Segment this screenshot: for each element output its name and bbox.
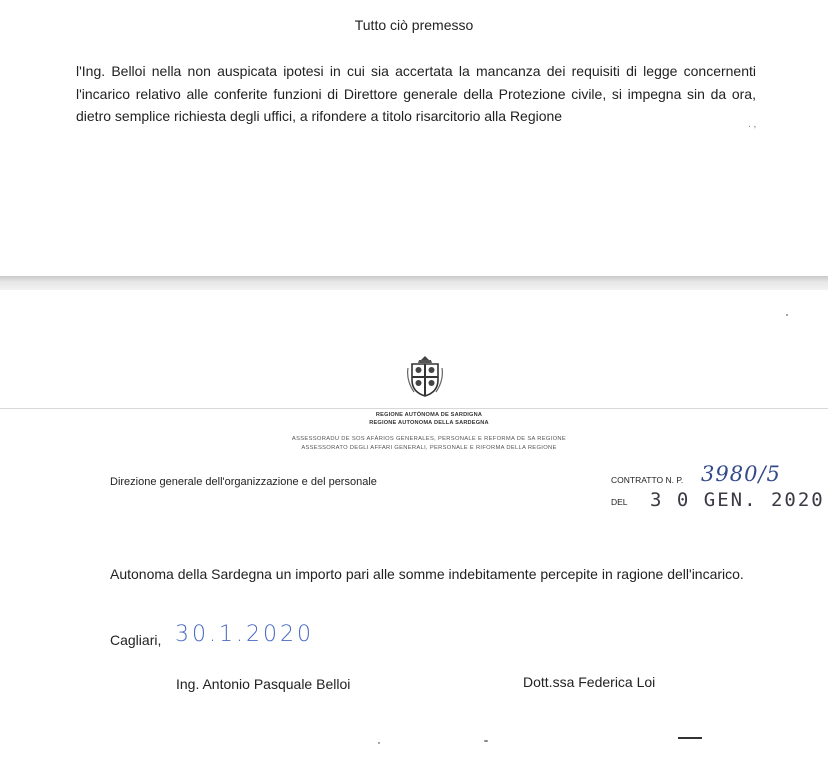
upper-paragraph: l'Ing. Belloi nella non auspicata ipotesi in cui sia accertata la mancanza dei requisiti di legge concernenti l'incarico relativo alle conferite funzioni di Direttore generale della Protezione civile, si impegna sin da ora, dietro semplice richiesta degli uffici, a rifondere a titolo risarcitorio alla Regione <box>76 63 756 124</box>
letterhead-rule <box>0 408 828 409</box>
section-heading: Tutto ciò premesso <box>354 17 474 33</box>
sardinia-coat-of-arms-icon <box>405 354 445 398</box>
contract-number: 3980/5 <box>701 462 781 486</box>
signature-mark <box>678 737 702 739</box>
scan-speck <box>378 742 380 744</box>
assessorate-name-italian: ASSESSORATO DEGLI AFFARI GENERALI, PERSONALE E RIFORMA DELLA REGIONE <box>301 445 557 451</box>
scan-speck <box>786 314 788 316</box>
institution-name-sardinian: REGIONE AUTÒNOMA DE SARDIGNA <box>375 412 483 418</box>
page-separator <box>0 276 828 290</box>
date-stamp: 3 0 GEN. 2020 <box>650 489 825 511</box>
scan-speck <box>484 740 488 742</box>
signatory-left: Ing. Antonio Pasquale Belloi <box>176 676 351 692</box>
assessorate-name-sardinian: ASSESSORADU DE SOS AFÀRIOS GENERALES, PERSONALE E REFORMA DE SA REGIONE <box>291 436 567 442</box>
upper-page <box>0 0 828 276</box>
signatory-right: Dott.ssa Federica Loi <box>523 674 656 690</box>
handwritten-date: 30.1.2020 <box>175 622 314 647</box>
date-label: DEL <box>611 497 628 507</box>
contract-label: CONTRATTO N. P. <box>611 475 684 485</box>
institution-name-italian: REGIONE AUTONOMA DELLA SARDEGNA <box>369 420 489 426</box>
place-label: Cagliari, <box>110 632 162 648</box>
lower-page <box>0 290 828 764</box>
department-name: Direzione generale dell'organizzazione e del personale <box>110 476 377 488</box>
lower-paragraph: Autonoma della Sardegna un importo pari alle somme indebitamente percepite in ragione dell'incarico. <box>110 566 744 582</box>
scan-mark: . , <box>748 119 757 130</box>
